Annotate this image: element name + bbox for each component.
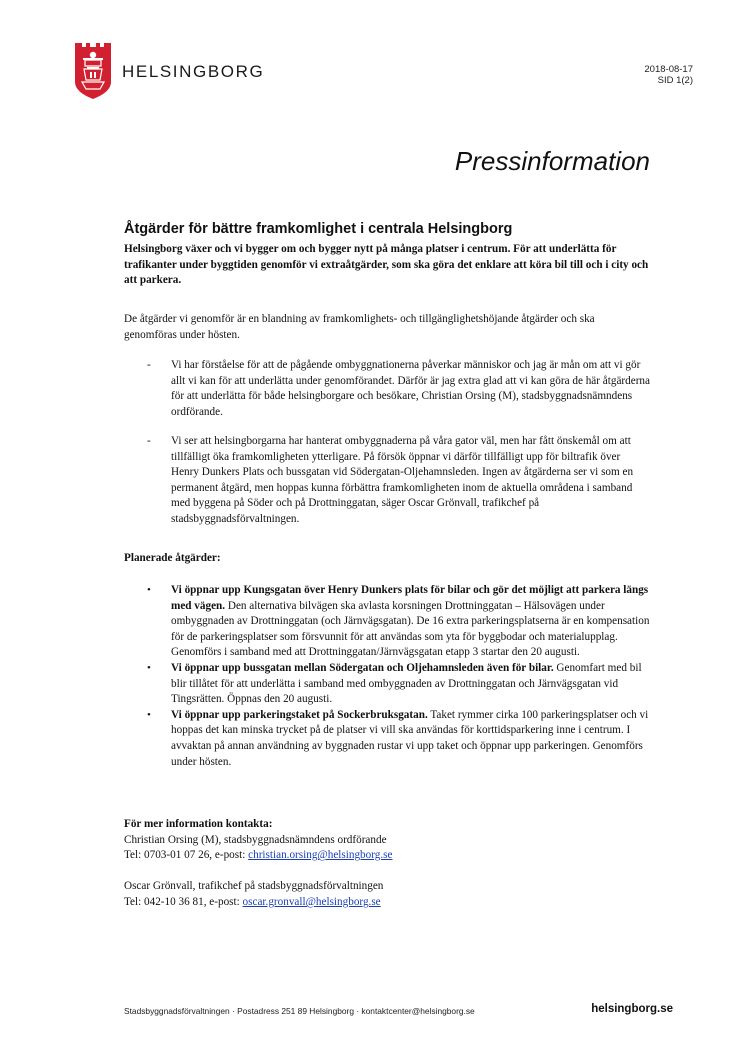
list-item (147, 708, 650, 770)
lead-paragraph: Helsingborg växer och vi bygger om och bygger nytt på många platser i centrum. För att underlätta för trafikanter under byggtiden genomför vi extraåtgärder, som ska göra det enklare att köra bil till och i city och att parkera. (124, 243, 649, 287)
contact-line (124, 895, 650, 911)
list-item (147, 583, 650, 661)
document-meta (644, 64, 693, 86)
footer-address: Stadsbyggnadsförvaltningen · Postadress 251 89 Helsingborg · kontaktcenter@helsingborg.se (124, 1006, 475, 1016)
measures-heading: Planerade åtgärder: (124, 552, 221, 564)
measures-list (147, 583, 650, 770)
bullet-marker: • (147, 708, 151, 721)
measure-title: Vi öppnar upp parkeringstaket på Sockerbruksgatan. (171, 708, 428, 721)
coat-of-arms-icon (74, 42, 112, 100)
page-title: Åtgärder för bättre framkomlighet i centrala Helsingborg (124, 221, 513, 237)
list-item (147, 661, 650, 708)
dash-marker: - (147, 359, 151, 371)
contact-tel: Tel: 0703-01 07 26, e-post: (124, 849, 249, 862)
contact-person: Oscar Grönvall, trafikchef på stadsbyggnadsförvaltningen (124, 880, 384, 893)
quote-text: Vi har förståelse för att de pågående ombyggnationerna påverkar människor och jag är mån om att vi gör allt vi kan för att underlätta under genomförandet. Därför är jag extra glad att vi kan göra de här åtgärderna för att underlätta för både helsingborgare och besökare, Christian Orsing (M), stadsbyggnadsnämndens ordförande. (171, 359, 650, 418)
measure-text: Genomfart med bil blir tillåtet för att underlätta i samband med ombyggnaden av Drottninggatan och Järnvägsgatan vid Tingsrätten. Öppnas den 20 augusti. (171, 661, 642, 706)
contact-tel: Tel: 042-10 36 81, e-post: (124, 895, 243, 908)
intro-paragraph: De åtgärder vi genomför är en blandning av framkomlighets- och tillgänglighetshöjande åtgärder och ska genomföras under hösten. (124, 313, 595, 341)
dash-marker: - (147, 435, 151, 447)
footer-website: helsingborg.se (591, 1003, 673, 1015)
document-type: Pressinformation (454, 146, 650, 176)
email-link[interactable]: christian.orsing@helsingborg.se (248, 849, 393, 862)
spacer (124, 864, 650, 880)
contact-person: Christian Orsing (M), stadsbyggnadsnämndens ordförande (124, 833, 387, 846)
measure-title: Vi öppnar upp Kungsgatan över Henry Dunkers plats för bilar och gör det möjligt att parkera längs med vägen. (171, 584, 649, 612)
contact-section (124, 817, 650, 911)
page-number: SID 1(2) (657, 75, 693, 86)
document-date: 2018-08-17 (644, 64, 693, 75)
measure-text: Den alternativa bilvägen ska avlasta korsningen Drottninggatan – Hälsovägen under ombyggnaden av Drottninggatan (och Järnvägsgatan). De 16 extra parkeringsplatserna är en kompensation för de parkeringsplatser som försvunnit för att användas som yta för byggbodar och materialupplag. Genomförs i samband med att Drottninggatan/Järnvägsgatan etapp 3 startar den 20 augusti. (171, 599, 650, 659)
quote-item (147, 358, 650, 420)
helsingborg-logo (74, 42, 112, 100)
bullet-marker: • (147, 584, 151, 596)
quote-text: Vi ser att helsingborgarna har hanterat ombyggnaderna på våra gator väl, men har fått önskemål om att tillfälligt öka framkomligheten ytterligare. På försök öppnar vi därför tillfälligt upp för biltrafik över Henry Dunkers Plats och bussgatan vid Södergatan-Oljehamnsleden. Ingen av åtgärderna ser vi som en permanent åtgärd, men hoppas kunna förbättra framkomligheten inom de aktuella områdena i samband med byggena på Söder och på Drottninggatan, säger Oscar Grönvall, trafikchef på stadsbyggnadsförvaltningen. (171, 435, 634, 525)
bullet-marker: • (147, 661, 151, 674)
contact-heading: För mer information kontakta: (124, 818, 273, 830)
email-link[interactable]: oscar.gronvall@helsingborg.se (242, 895, 381, 908)
measure-title: Vi öppnar upp bussgatan mellan Södergatan och Oljehamnsleden även för bilar. (171, 661, 554, 674)
brand-name: HELSINGBORG (122, 62, 265, 81)
quote-item (147, 434, 650, 528)
contact-line (124, 848, 650, 864)
measure-text: Taket rymmer cirka 100 parkeringsplatser och vi hoppas det kan minska trycket på de platser vi vill ska användas för korttidsparkering inne i centrum. I avvaktan på annan användning av byggnaden rustar vi upp taket och öppnar upp parkeringen. Genomförs under hösten. (171, 708, 649, 768)
